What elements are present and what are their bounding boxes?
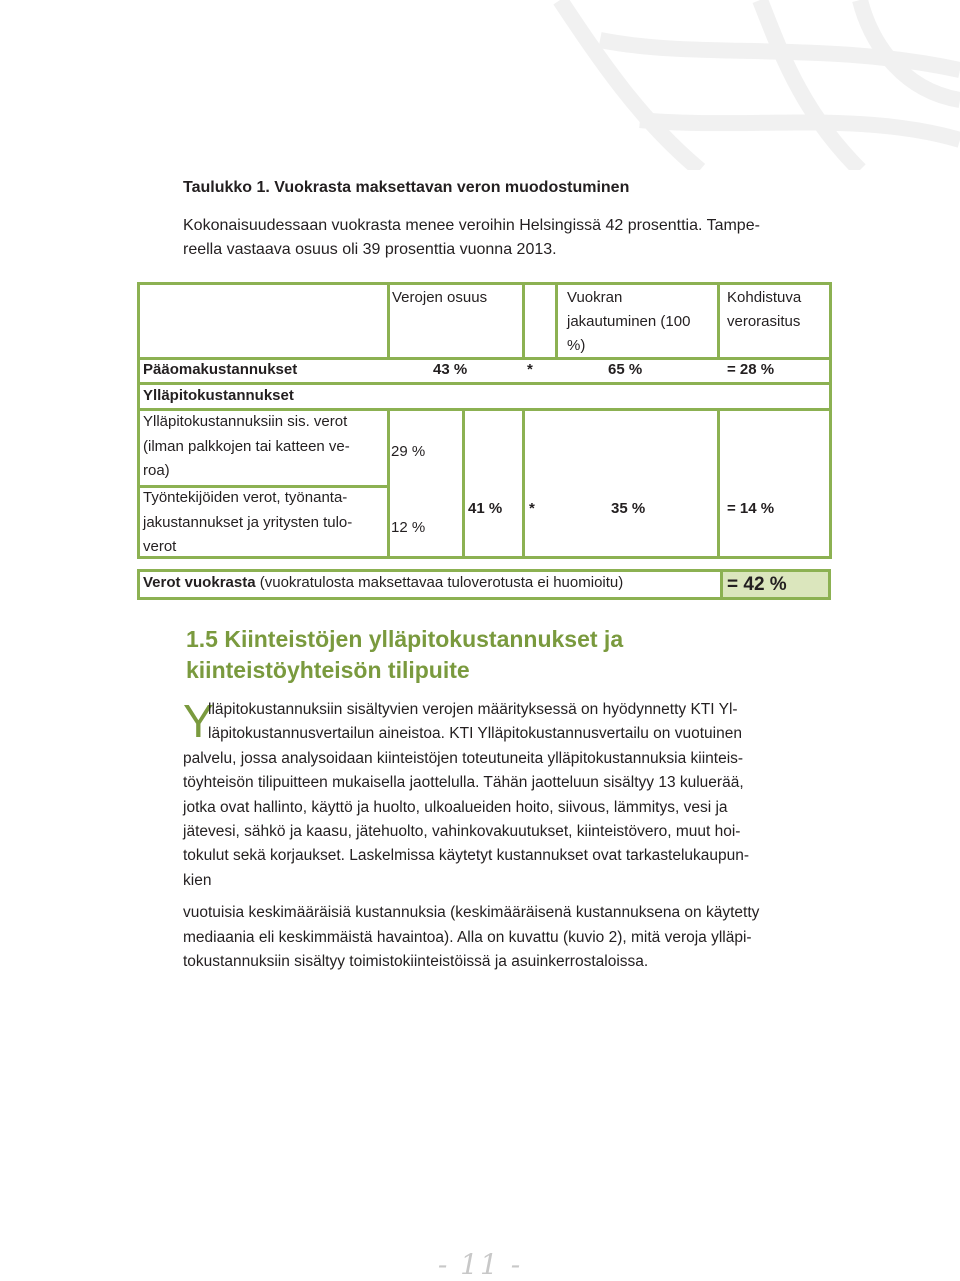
- row-label-maintenance: Ylläpitokustannukset: [143, 387, 294, 404]
- table-border-left: [137, 282, 140, 559]
- label-line: Ylläpitokustannuksiin sis. verot: [143, 413, 348, 430]
- body-line: mediaania eli keskimmäistä havaintoa). Alla on kuvattu (kuvio 2), mitä veroja ylläpi-: [183, 928, 752, 946]
- intro-line: reella vastaava osuus oli 39 prosenttia vuonna 2013.: [183, 241, 557, 258]
- header-rent-split: [567, 286, 690, 358]
- body-line: lläpitokustannuksiin sisältyvien verojen määrityksessä on hyödynnetty KTI Yl-: [208, 701, 738, 718]
- row-result: = 28 %: [727, 361, 775, 378]
- page-number: - 11 -: [437, 1248, 523, 1281]
- label-line: verot: [143, 538, 177, 555]
- body-line: läpitokustannusvertailun aineistoa. KTI Ylläpitokustannusvertailu on vuotuinen: [208, 725, 742, 743]
- row-op: *: [527, 361, 533, 378]
- header-burden: [727, 286, 801, 334]
- table-col-divider: [462, 408, 465, 559]
- combined-split: 35 %: [611, 500, 646, 517]
- drop-cap: Y: [183, 695, 214, 747]
- table-col-divider: [717, 282, 720, 357]
- table-border-right: [829, 282, 832, 559]
- intro-paragraph: [183, 214, 778, 262]
- total-value: = 42 %: [727, 574, 787, 595]
- section-body: [183, 695, 778, 974]
- body-line: jätevesi, sähkö ja kaasu, jätehuolto, vahinkovakuutukset, kiinteistövero, muut hoi-: [183, 823, 741, 841]
- section-heading: [186, 624, 623, 686]
- row-label-maint-taxes: [143, 410, 350, 484]
- table-col-divider: [717, 408, 720, 559]
- body-line: jotka ovat hallinto, käyttö ja huolto, ulkoalueiden hoito, siivous, lämmitys, vesi ja: [183, 798, 728, 816]
- label-line: (ilman palkkojen tai katteen ve-: [143, 437, 350, 455]
- combined-result: = 14 %: [727, 500, 775, 517]
- body-line: töyhteisön tilipuitteen mukaisella jaottelulla. Tähän jaotteluun sisältyy 13 kuluerää,: [183, 774, 744, 792]
- header-line: Vuokran: [567, 289, 623, 306]
- combined-share: 41 %: [468, 500, 503, 517]
- header-tax-share: Verojen osuus: [392, 289, 488, 306]
- header-line: verorasitus: [727, 313, 801, 330]
- total-label-bold: Verot vuokrasta: [143, 574, 256, 591]
- body-line: vuotuisia keskimääräisiä kustannuksia (keskimääräisenä kustannuksena on käytetty: [183, 904, 760, 922]
- background-decoration: [0, 0, 960, 170]
- body-line: tokustannuksiin sisältyy toimistokiinteistöissä ja asuinkerrostaloissa.: [183, 953, 649, 971]
- table-col-divider: [555, 282, 558, 357]
- header-line: jakautuminen (100: [567, 313, 691, 330]
- row-label-employee: [143, 486, 352, 560]
- total-label-rest: (vuokratulosta maksettavaa tuloverotusta ei huomioitu): [259, 574, 624, 591]
- table-col-divider: [522, 282, 525, 357]
- row-share-29: 29 %: [391, 443, 426, 460]
- body-line: kien: [183, 871, 212, 889]
- intro-line: Kokonaisuudessaan vuokrasta menee veroihin Helsingissä 42 prosenttia. Tampe-: [183, 217, 760, 234]
- header-line: Kohdistuva: [727, 289, 802, 306]
- label-line: roa): [143, 462, 170, 479]
- combined-op: *: [529, 500, 535, 517]
- label-line: Työntekijöiden verot, työnanta-: [143, 489, 348, 506]
- heading-line: 1.5 Kiinteistöjen ylläpitokustannukset ja: [186, 626, 624, 652]
- table-caption: Taulukko 1. Vuokrasta maksettavan veron muodostuminen: [183, 179, 630, 196]
- row-label-capital: Pääomakustannukset: [143, 361, 298, 378]
- total-label: [143, 574, 623, 591]
- body-line: palvelu, jossa analysoidaan kiinteistöjen toteutuneita ylläpitokustannuksia kiinteis-: [183, 749, 744, 767]
- table-col-divider: [387, 282, 390, 357]
- table-border-top: [137, 282, 832, 285]
- table-col-divider: [387, 408, 390, 559]
- heading-line: kiinteistöyhteisön tilipuite: [186, 657, 470, 683]
- table-col-divider: [522, 408, 525, 559]
- label-line: jakustannukset ja yritysten tulo-: [143, 513, 353, 531]
- row-share-12: 12 %: [391, 519, 426, 536]
- row-split: 65 %: [608, 361, 643, 378]
- row-share: 43 %: [433, 361, 468, 378]
- header-line: %): [567, 337, 586, 354]
- body-line: tokulut sekä korjaukset. Laskelmissa käytetyt kustannukset ovat tarkastelukaupun-: [183, 847, 750, 865]
